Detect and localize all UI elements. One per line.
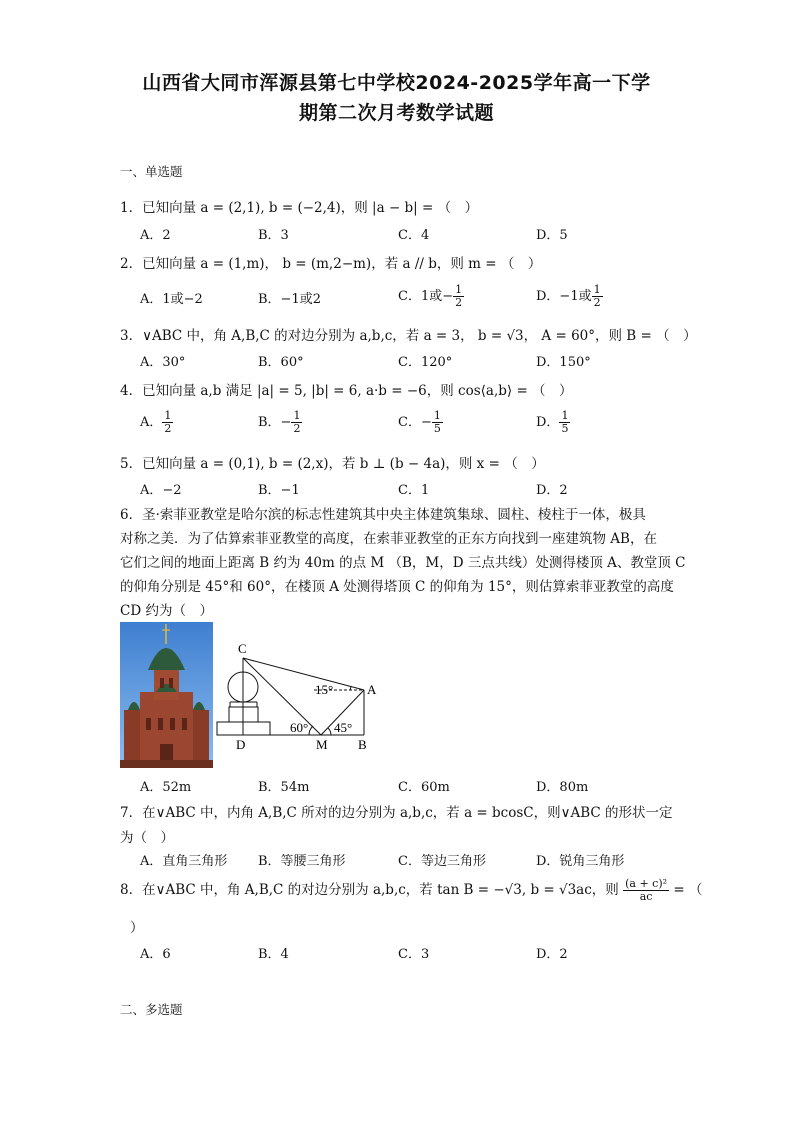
label-c: C (238, 641, 247, 656)
label-angle-60: 60° (290, 720, 309, 735)
fraction-denominator: 2 (455, 296, 463, 309)
q7-option-a[interactable]: A．直角三角形 (140, 854, 228, 869)
q7-stem-line-1: 7．在∨ABC 中，内角 A,B,C 所对的边分别为 a,b,c，若 a = bcosC，则∨ABC 的形状一定 (120, 805, 673, 821)
q4-option-b-fraction (291, 410, 302, 435)
fraction-numerator: 1 (164, 409, 172, 422)
q4-option-b[interactable] (258, 410, 302, 435)
q6-options (140, 776, 700, 796)
q1-option-a[interactable]: A．2 (140, 228, 171, 243)
q2-option-d-fraction (592, 284, 603, 309)
q4-option-b-prefix: B．− (258, 415, 292, 430)
page-title-line-2: 期第二次月考数学试题 (298, 102, 494, 124)
fraction-denominator: 5 (433, 422, 441, 435)
q4-option-d-prefix: D． (536, 415, 560, 430)
q1-option-c[interactable]: C．4 (398, 228, 430, 243)
q2-options (140, 284, 700, 310)
q4-option-a-prefix: A． (140, 415, 163, 430)
q7-option-b[interactable]: B．等腰三角形 (258, 854, 346, 869)
q8-options (140, 943, 700, 963)
fraction-numerator: 1 (433, 409, 441, 422)
q3-stem: 3．∨ABC 中，角 A,B,C 的对边分别为 a,b,c，若 a = 3， b = √3， A = 60°，则 B = （ ） (120, 328, 697, 344)
q4-option-c[interactable] (398, 410, 443, 435)
q4-option-a-fraction (162, 410, 173, 435)
church-photo (120, 622, 213, 768)
q4-option-a[interactable] (140, 410, 173, 435)
q5-options (140, 479, 700, 499)
fraction-numerator: 1 (593, 283, 601, 296)
fraction-denominator: 5 (561, 422, 569, 435)
q3-option-c[interactable]: C．120° (398, 355, 453, 370)
label-b: B (358, 737, 367, 752)
q7-option-d[interactable]: D．锐角三角形 (536, 854, 625, 869)
q5-option-d[interactable]: D．2 (536, 483, 568, 498)
label-angle-45: 45° (334, 720, 353, 735)
q3-options (140, 351, 700, 371)
q1-options (140, 224, 700, 244)
q3-option-d[interactable]: D．150° (536, 355, 591, 370)
q3-option-a[interactable]: A．30° (140, 355, 186, 370)
q6-option-b[interactable]: B．54m (258, 780, 310, 795)
q6-stem-line-4: 的仰角分别是 45°和 60°，在楼顶 A 处测得塔顶 C 的仰角为 15°，则估算索菲亚教堂的高度 (120, 579, 674, 595)
q4-option-c-fraction (432, 410, 443, 435)
q8-option-a[interactable]: A．6 (140, 947, 171, 962)
sofia-cathedral-illustration (120, 622, 213, 768)
fraction-numerator: 1 (561, 409, 569, 422)
q7-option-c[interactable]: C．等边三角形 (398, 854, 486, 869)
q8-option-d[interactable]: D．2 (536, 947, 568, 962)
fraction-denominator: 2 (293, 422, 301, 435)
q8-stem-line-2: ） (130, 920, 144, 936)
q2-option-d[interactable] (536, 284, 603, 309)
q2-stem: 2．已知向量 a = (1,m)， b = (m,2−m)，若 a // b，则 m = （ ） (120, 256, 542, 272)
fraction-denominator: 2 (164, 422, 172, 435)
q8-fraction (623, 878, 669, 903)
q4-stem: 4．已知向量 a,b 满足 |a| = 5, |b| = 6, a·b = −6，则 cos⟨a,b⟩ = （ ） (120, 383, 573, 399)
fraction-numerator: 1 (455, 283, 463, 296)
section-multiple-choice: 二、多选题 (120, 1002, 183, 1017)
q6-option-c[interactable]: C．60m (398, 780, 450, 795)
q2-option-c[interactable] (398, 284, 464, 309)
q4-option-c-prefix: C．− (398, 415, 432, 430)
q1-option-d[interactable]: D．5 (536, 228, 568, 243)
q7-stem-line-2: 为（ ） (120, 830, 174, 846)
q8-option-b[interactable]: B．4 (258, 947, 289, 962)
q8-stem-prefix: 8．在∨ABC 中，角 A,B,C 的对边分别为 a,b,c，若 tan B = −√3, b = √3ac，则 (120, 882, 619, 898)
q4-options (140, 410, 700, 440)
q5-option-c[interactable]: C．1 (398, 483, 430, 498)
q5-option-b[interactable]: B．−1 (258, 483, 300, 498)
elevation-angle-figure (214, 638, 384, 758)
q5-option-a[interactable]: A．−2 (140, 483, 182, 498)
q6-stem-line-3: 它们之间的地面上距离 B 约为 40m 的点 M （B，M，D 三点共线）处测得楼顶 A、教堂顶 C (120, 555, 686, 571)
fraction-numerator: (a + c)² (625, 877, 668, 890)
fraction-numerator: 1 (293, 409, 301, 422)
q2-option-d-prefix: D．−1或 (536, 289, 592, 304)
q4-option-d-fraction (559, 410, 570, 435)
section-single-choice: 一、单选题 (120, 164, 183, 179)
q6-stem-line-2: 对称之美．为了估算索菲亚教堂的高度，在索菲亚教堂的正东方向找到一座建筑物 AB，在 (120, 531, 657, 547)
q7-options (140, 850, 700, 870)
q2-option-c-fraction (453, 284, 464, 309)
q1-option-b[interactable]: B．3 (258, 228, 289, 243)
q8-option-c[interactable]: C．3 (398, 947, 430, 962)
label-a: A (367, 682, 377, 697)
q2-option-b[interactable]: B．−1或2 (258, 292, 321, 307)
q2-option-a[interactable]: A．1或−2 (140, 292, 203, 307)
q4-option-d[interactable] (536, 410, 570, 435)
label-d: D (236, 737, 246, 752)
label-angle-15: 15° (315, 682, 334, 697)
q6-stem-line-1: 6．圣·索菲亚教堂是哈尔滨的标志性建筑其中央主体建筑集球、圆柱、棱柱于一体，极具 (120, 507, 646, 523)
page-title-line-1: 山西省大同市浑源县第七中学校2024-2025学年高一下学 (142, 72, 651, 94)
q6-option-a[interactable]: A．52m (140, 780, 192, 795)
q1-stem: 1．已知向量 a = (2,1), b = (−2,4)，则 |a − b| = （ ） (120, 200, 479, 216)
q6-stem-line-5: CD 约为（ ） (120, 603, 213, 619)
fraction-denominator: 2 (593, 296, 601, 309)
label-m: M (316, 737, 328, 752)
q6-option-d[interactable]: D．80m (536, 780, 589, 795)
q8-stem-suffix: = （ (673, 882, 703, 898)
q2-option-c-prefix: C．1或− (398, 289, 454, 304)
fraction-denominator: ac (639, 890, 653, 903)
q8-stem-line-1 (120, 878, 702, 903)
q3-option-b[interactable]: B．60° (258, 355, 304, 370)
q6-geometry-diagram (214, 638, 384, 762)
q5-stem: 5．已知向量 a = (0,1), b = (2,x)，若 b ⊥ (b − 4a)，则 x = （ ） (120, 456, 545, 472)
